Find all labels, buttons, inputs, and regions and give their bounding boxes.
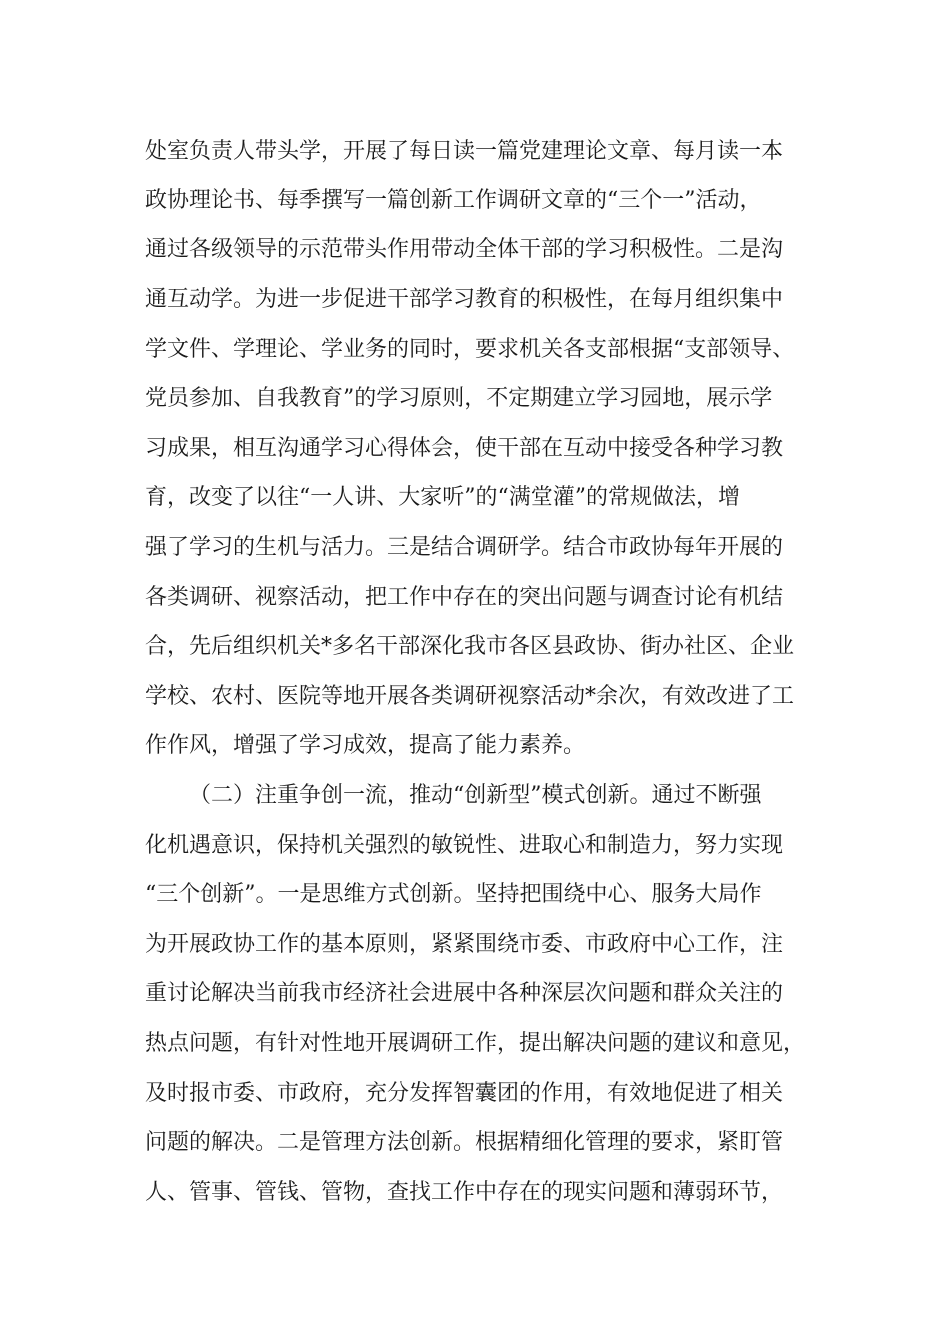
text-line: 政协理论书、每季撰写一篇创新工作调研文章的“三个一”活动， — [145, 188, 762, 213]
text-line: 各类调研、视察活动，把工作中存在的突出问题与调查讨论有机结 — [145, 585, 784, 610]
text-line: 强了学习的生机与活力。三是结合调研学。结合市政协每年开展的 — [145, 535, 784, 560]
text-line: “三个创新”。一是思维方式创新。坚持把围绕中心、服务大局作 — [145, 882, 762, 907]
section-heading-line: （二）注重争创一流，推动“创新型”模式创新。通过不断强 — [189, 783, 762, 808]
text-line: 热点问题，有针对性地开展调研工作，提出解决问题的建议和意见， — [145, 1031, 806, 1056]
text-line: 通过各级领导的示范带头作用带动全体干部的学习积极性。二是沟 — [145, 237, 784, 262]
text-line: 学文件、学理论、学业务的同时，要求机关各支部根据“支部领导、 — [145, 337, 795, 362]
text-line: 化机遇意识，保持机关强烈的敏锐性、进取心和制造力，努力实现 — [145, 833, 784, 858]
text-line: 学校、农村、医院等地开展各类调研视察活动*余次，有效改进了工 — [145, 684, 795, 709]
text-line: 作作风，增强了学习成效，提高了能力素养。 — [145, 733, 586, 758]
text-line: 重讨论解决当前我市经济社会进展中各种深层次问题和群众关注的 — [145, 981, 784, 1006]
text-line: 通互动学。为进一步促进干部学习教育的积极性，在每月组织集中 — [145, 287, 784, 312]
text-line: 问题的解决。二是管理方法创新。根据精细化管理的要求，紧盯管 — [145, 1130, 784, 1155]
text-line: 人、管事、管钱、管物，查找工作中存在的现实问题和薄弱环节， — [145, 1180, 784, 1205]
text-line: 习成果，相互沟通学习心得体会，使干部在互动中接受各种学习教 — [145, 436, 784, 461]
text-line: 及时报市委、市政府，充分发挥智囊团的作用，有效地促进了相关 — [145, 1081, 784, 1106]
text-line: 育，改变了以往“一人讲、大家听”的“满堂灌”的常规做法，增 — [145, 485, 740, 510]
text-line: 合，先后组织机关*多名干部深化我市各区县政协、街办社区、企业 — [145, 634, 795, 659]
text-line: 为开展政协工作的基本原则，紧紧围绕市委、市政府中心工作，注 — [145, 932, 784, 957]
text-line: 处室负责人带头学，开展了每日读一篇党建理论文章、每月读一本 — [145, 139, 784, 164]
text-line: 党员参加、自我教育”的学习原则，不定期建立学习园地，展示学 — [145, 386, 773, 411]
